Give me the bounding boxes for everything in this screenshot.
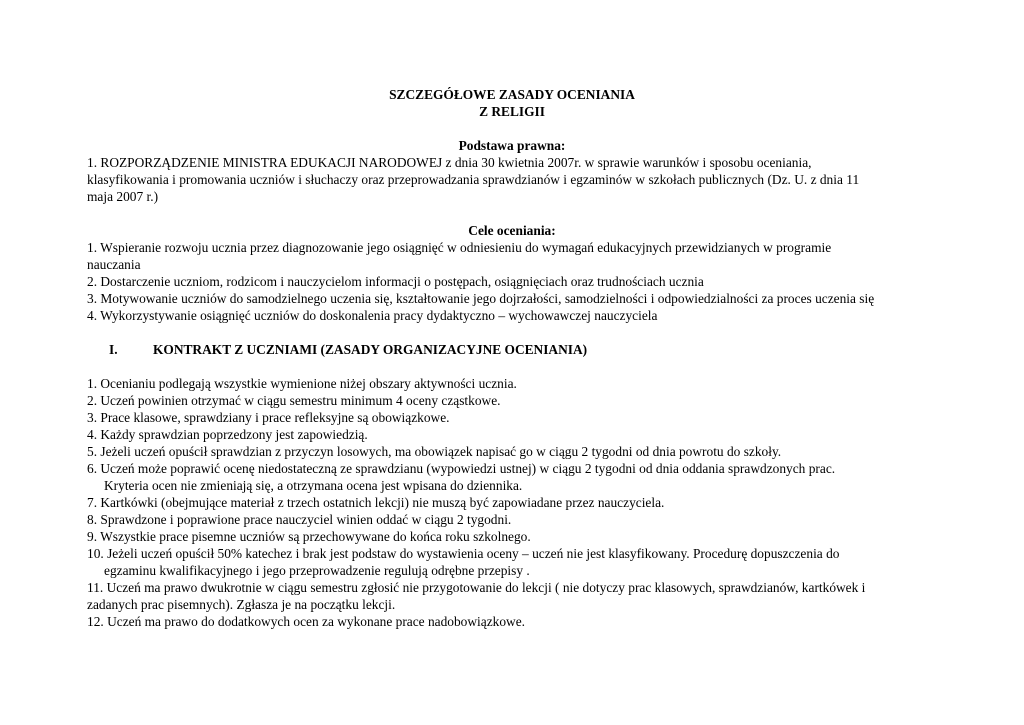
rule-item: 11. Uczeń ma prawo dwukrotnie w ciągu semestru zgłosić nie przygotowanie do lekcji ( nie dotyczy prac klasowych, sprawdzianów, kartkówek i xyxy=(87,580,866,595)
goals-heading: Cele oceniania: xyxy=(468,223,556,238)
rule-item: 6. Uczeń może poprawić ocenę niedostateczną ze sprawdzianu (wypowiedzi ustnej) w ciągu 2 tygodni od dnia oddania sprawdzonych prac. xyxy=(87,461,836,476)
legal-basis-line: maja 2007 r.) xyxy=(87,189,159,204)
rule-item-continuation: egzaminu kwalifikacyjnego i jego przeprowadzenie regulują odrębne przepisy . xyxy=(104,563,530,578)
goal-item: 2. Dostarczenie uczniom, rodzicom i nauczycielom informacji o postępach, osiągnięciach oraz trudnościach ucznia xyxy=(87,274,704,289)
goal-item-continuation: nauczania xyxy=(87,257,141,272)
legal-basis-line: 1. ROZPORZĄDZENIE MINISTRA EDUKACJI NARODOWEJ z dnia 30 kwietnia 2007r. w sprawie warunków i sposobu oceniania, xyxy=(87,155,812,170)
goal-item: 4. Wykorzystywanie osiągnięć uczniów do doskonalenia pracy dydaktyczno – wychowawczej nauczyciela xyxy=(87,308,658,323)
rule-item-continuation: Kryteria ocen nie zmieniają się, a otrzymana ocena jest wpisana do dziennika. xyxy=(104,478,523,493)
legal-basis-heading: Podstawa prawna: xyxy=(458,138,566,153)
rule-item: 12. Uczeń ma prawo do dodatkowych ocen za wykonane prace nadobowiązkowe. xyxy=(87,614,526,629)
rule-item-continuation: zadanych prac pisemnych). Zgłasza je na początku lekcji. xyxy=(87,597,396,612)
spacer xyxy=(87,205,937,222)
rule-item: 8. Sprawdzone i poprawione prace nauczyciel winien oddać w ciągu 2 tygodni. xyxy=(87,512,512,527)
section-title: KONTRAKT Z UCZNIAMI (ZASADY ORGANIZACYJNE OCENIANIA) xyxy=(153,342,588,357)
spacer xyxy=(87,324,937,341)
document-title-line1: SZCZEGÓŁOWE ZASADY OCENIANIA xyxy=(389,87,635,102)
rule-item: 7. Kartkówki (obejmujące materiał z trzech ostatnich lekcji) nie muszą być zapowiadane przez nauczyciela. xyxy=(87,495,665,510)
document-page xyxy=(87,86,937,630)
section-heading xyxy=(87,341,937,358)
rule-item: 2. Uczeń powinien otrzymać w ciągu semestru minimum 4 oceny cząstkowe. xyxy=(87,393,501,408)
spacer xyxy=(87,358,937,375)
goal-item: 1. Wspieranie rozwoju ucznia przez diagnozowanie jego osiągnięć w odniesieniu do wymagań edukacyjnych przewidzianych w programie xyxy=(87,240,832,255)
rule-item: 1. Ocenianiu podlegają wszystkie wymienione niżej obszary aktywności ucznia. xyxy=(87,376,517,391)
rule-item: 4. Każdy sprawdzian poprzedzony jest zapowiedzią. xyxy=(87,427,368,442)
document-title-line2: Z RELIGII xyxy=(479,104,545,119)
rule-item: 10. Jeżeli uczeń opuścił 50% katechez i brak jest podstaw do wystawienia oceny – uczeń nie jest klasyfikowany. Procedurę dopuszczenia do xyxy=(87,546,840,561)
legal-basis-line: klasyfikowania i promowania uczniów i słuchaczy oraz przeprowadzania sprawdzianów i egzaminów w szkołach publicznych (Dz. U. z dnia 11 xyxy=(87,172,860,187)
rule-item: 3. Prace klasowe, sprawdziany i prace refleksyjne są obowiązkowe. xyxy=(87,410,450,425)
section-number: I. xyxy=(109,342,118,357)
spacer xyxy=(87,120,937,137)
rule-item: 5. Jeżeli uczeń opuścił sprawdzian z przyczyn losowych, ma obowiązek napisać go w ciągu 2 tygodni od dnia powrotu do szkoły. xyxy=(87,444,782,459)
rule-item: 9. Wszystkie prace pisemne uczniów są przechowywane do końca roku szkolnego. xyxy=(87,529,531,544)
goal-item: 3. Motywowanie uczniów do samodzielnego uczenia się, kształtowanie jego dojrzałości, samodzielności i odpowiedzialności za proces uczenia się xyxy=(87,291,875,306)
